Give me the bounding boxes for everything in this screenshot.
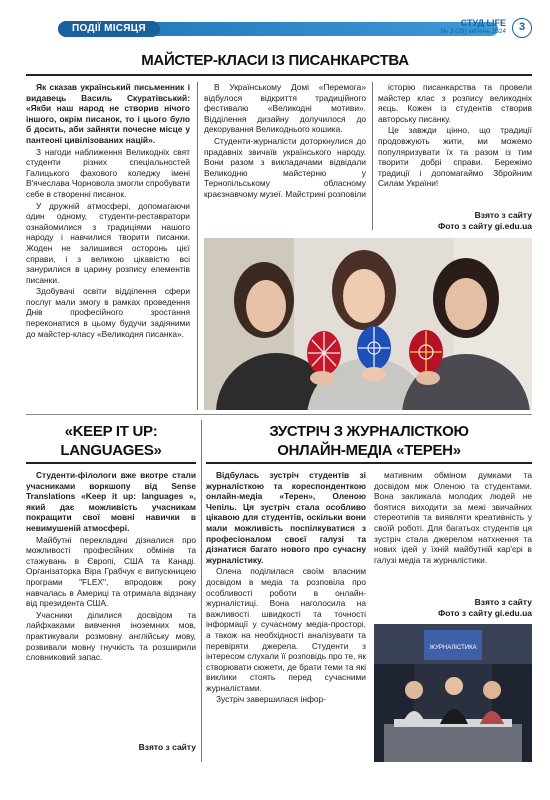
paragraph: Учасники ділилися досвідом та лайфхаками вивчення іноземних мов, практикували розмовну англійську мову, розвивали мовну гнучкість та розширили словниковий запас. — [26, 609, 196, 663]
paragraph: З нагоди наближення Великодніх свят студенти різних спеціальностей Галицького фахового коледжу імені В'ячеслава Чорновола змогли спробувати себе в створенні писанок. — [26, 146, 190, 199]
title-rule — [206, 462, 532, 464]
photo-credit: Фото з сайту gi.edu.ua — [438, 221, 532, 231]
article2-title — [26, 422, 196, 460]
source-credit: Взято з сайту — [474, 597, 532, 607]
paragraph: Студенти-журналісти доторкнулися до прадавніх звичаїв українського народу. Вони разом з викладачами відвідали Великодню майстерню у Тернопільському обласному краєзнавчому музеї. Майстрині розповіли — [204, 135, 366, 199]
paragraph: Це завжди цінно, що традиції продовжують жити, ми можемо популяризувати їх та разом із тим творити добрі справи. Бережімо традиції і допомагаймо Збройним Силам України! — [378, 125, 532, 189]
article3-column-2 — [374, 470, 532, 566]
article1-column-2 — [204, 82, 366, 201]
paragraph: Здобувачі освіти відділення сфери послуг мали змогу в рамках проведення Днів професійного зростання переконатися в цьому будучи задіяними до майстер-класу «Великодня писанка». — [26, 286, 190, 339]
issue-info: № 3 (29) квітень 2024 — [440, 28, 506, 35]
article3-column-1 — [206, 470, 366, 706]
title-line: ОНЛАЙН-МЕДІА «ТЕРЕН» — [277, 442, 461, 459]
article1-credits — [378, 210, 532, 232]
paragraph: Зустріч завершилася інфор- — [216, 694, 327, 705]
title-rule — [26, 462, 196, 464]
page-header — [0, 18, 550, 40]
article1-column-3 — [378, 82, 532, 190]
magazine-title: СТУД LIFE — [460, 18, 506, 28]
column-divider — [372, 82, 373, 230]
title-line: LANGUAGES» — [60, 442, 162, 459]
paragraph: Олена поділилася своїм власним досвідом в медіа та розповіла про особливості роботи в онлайн-журналістиці. Вона наголосила на важливості швидкості та точності інформації у сучасному медіа-просторі, а також на необхідності аналізувати та перевіряти джерела. Студенти з інтересом слухали її розповідь про те, як створювати сюжети, де брати теми та які виклики стоять перед сучасними журналістами. — [206, 566, 366, 693]
paragraph: історію писанкарства та провели майстер клас з розпису великодніх яєць. Кожен із студентів створив авторську писанку. — [378, 82, 532, 124]
source-credit: Взято з сайту — [138, 742, 196, 752]
article1-column-1 — [26, 82, 190, 340]
page-number: 3 — [512, 18, 532, 38]
paragraph: В Українському Домі «Перемога» відбулося відкриття традиційного фестивалю «Великодні мотиви». Відділення дизайну долучилося до декорування Великоднього кошика. — [204, 82, 366, 135]
column-divider — [201, 420, 202, 762]
article2-body — [26, 470, 196, 664]
paragraph: У дружній атмосфері, допомагаючи один одному, студенти-реставратори ознайомилися з традиціями нашого народу і навчилися творити писанки. Жоден не залишився осторонь цієї справи, і з великою цікавістю всі занурилися в царину розпису елементів писанки. — [26, 200, 190, 285]
journalist-meeting-photo — [374, 624, 532, 762]
article1-title: МАЙСТЕР-КЛАСИ ІЗ ПИСАНКАРСТВА — [141, 52, 409, 69]
title-line: «KEEP IT UP: — [64, 423, 158, 440]
easter-eggs-photo — [204, 238, 532, 410]
section-label: ПОДІЇ МІСЯЦЯ — [58, 21, 160, 37]
paragraph: мативним обміном думками та досвідом між Оленою та студентами. Вона закликала молодих людей не боятися виходити за межі звичайних стереотипів та виявляти креативність у своїй роботі. Для багатьох студентів ця зустріч стала джерелом натхнення та нових ідей у їхній майбутній кар'єрі в галузі медіа та журналістики. — [374, 470, 532, 565]
column-divider — [197, 82, 198, 410]
paragraph: Майбутні перекладачі дізналися про можливості професійних обмінів та стажувань в Європі, США та Канаді. Організаторка Віра Грабчук є випускницею програми "FLEX", впродовж року навчалась в Америці та отримала відзнаку від президента США. — [26, 534, 196, 609]
article3-credits — [374, 597, 532, 619]
section-rule — [26, 414, 532, 415]
studio-banner: ЖУРНАЛІСТИКА — [429, 645, 477, 651]
lead-paragraph: Відбулась зустріч студентів зі журналісткою та кореспонденткою онлайн-медіа «Терен», Оленою Чепіль. Ця зустріч стала особливо цікавою для студентів, оскільки вони мали можливість поспілкуватися з професіоналом своєї галузі та дізнатися багато нового про сучасну журналістику. — [206, 470, 366, 565]
photo-credit: Фото з сайту gi.edu.ua — [438, 608, 532, 618]
lead-paragraph: Студенти-філологи вже вкотре стали учасниками воркшопу від Sense Translations «Keep it up: languages », який дає можливість учасникам покращити свої мовні навички в невимушеній атмосфері. — [26, 470, 196, 533]
title-line: ЗУСТРІЧ З ЖУРНАЛІСТКОЮ — [269, 423, 469, 440]
source-credit: Взято з сайту — [474, 210, 532, 220]
lead-paragraph: Як сказав український письменник і видавець Василь Скуратівський: «Якби наш народ не створив нічого іншого, окрім писанок, то і цього було б досить, аби зайняти почесне місце у пантеоні цивілізованих націй». — [26, 82, 190, 145]
article3-title — [206, 422, 532, 460]
title-rule — [26, 74, 532, 76]
